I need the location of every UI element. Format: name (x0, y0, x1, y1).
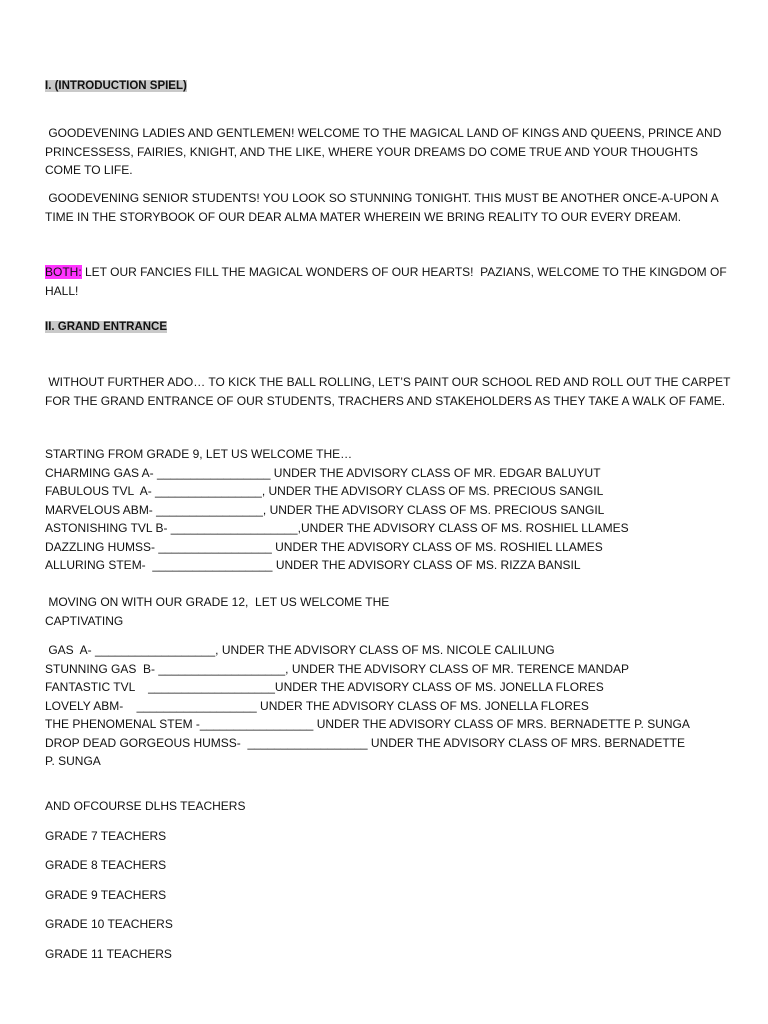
list-item: STUNNING GAS B- ___________________, UNDER THE ADVISORY CLASS OF MR. TERENCE MANDAP (45, 661, 629, 676)
both-text: LET OUR FANCIES FILL THE MAGICAL WONDERS OF OUR HEARTS! PAZIANS, WELCOME TO THE KINGDOM OF HALL! (45, 265, 731, 298)
grade-12-list (45, 641, 745, 771)
list-item: DROP DEAD GORGEOUS HUMSS- __________________ UNDER THE ADVISORY CLASS OF MRS. BERNADETTE (45, 735, 686, 750)
list-item: GRADE 9 TEACHERS (45, 887, 167, 902)
list-item: DAZZLING HUMSS- _________________ UNDER THE ADVISORY CLASS OF MS. ROSHIEL LLAMES (45, 539, 603, 554)
list-item: THE PHENOMENAL STEM -_________________ UNDER THE ADVISORY CLASS OF MRS. BERNADETTE P. SUNGA (45, 717, 690, 731)
list-item: P. SUNGA (45, 754, 101, 768)
list-item: GAS A- __________________, UNDER THE ADVISORY CLASS OF MS. NICOLE CALILUNG (45, 643, 555, 657)
list-item: STARTING FROM GRADE 9, LET US WELCOME THE… (45, 447, 353, 461)
list-item: GRADE 11 TEACHERS (45, 946, 172, 961)
list-item: LOVELY ABM- __________________ UNDER THE ADVISORY CLASS OF MS. JONELLA FLORES (45, 698, 589, 713)
both-paragraph (45, 263, 735, 300)
list-item: CHARMING GAS A- _________________ UNDER THE ADVISORY CLASS OF MR. EDGAR BALUYUT (45, 465, 601, 480)
list-item: MOVING ON WITH OUR GRADE 12, LET US WELCOME THE (45, 595, 390, 609)
grade-9-list (45, 445, 745, 575)
list-item: GRADE 8 TEACHERS (45, 858, 167, 872)
list-item: GRADE 7 TEACHERS (45, 828, 167, 843)
grand-entrance-intro: WITHOUT FURTHER ADO… TO KICK THE BALL ROLLING, LET’S PAINT OUR SCHOOL RED AND ROLL OUT THE CARPET FOR THE GRAND ENTRANCE OF OUR STUDENTS, TRACHERS AND STAKEHOLDERS AS THEY TAKE A WALK OF FAME. (45, 375, 734, 408)
list-item: FABULOUS TVL A- ________________, UNDER THE ADVISORY CLASS OF MS. PRECIOUS SANGIL (45, 484, 604, 498)
section-1-title: I. (INTRODUCTION SPIEL) (45, 80, 187, 92)
list-item: AND OFCOURSE DLHS TEACHERS (45, 799, 246, 813)
grade-12-intro (45, 593, 745, 630)
section-1-heading (45, 78, 187, 94)
list-item: FANTASTIC TVL ___________________UNDER THE ADVISORY CLASS OF MS. JONELLA FLORES (45, 680, 604, 694)
both-label: BOTH: (45, 265, 82, 279)
list-item: CAPTIVATING (45, 613, 124, 628)
list-item: GRADE 10 TEACHERS (45, 917, 173, 931)
section-2-title: II. GRAND ENTRANCE (45, 321, 168, 333)
intro-paragraph-2: GOODEVENING SENIOR STUDENTS! YOU LOOK SO STUNNING TONIGHT. THIS MUST BE ANOTHER ONCE-A-UPON A TIME IN THE STORYBOOK OF OUR DEAR ALMA MATER WHEREIN WE BRING REALITY TO OUR EVERY DREAM. (45, 191, 722, 224)
list-item: MARVELOUS ABM- ________________, UNDER THE ADVISORY CLASS OF MS. PRECIOUS SANGIL (45, 502, 605, 517)
list-item: ALLURING STEM- __________________ UNDER THE ADVISORY CLASS OF MS. RIZZA BANSIL (45, 558, 581, 572)
teachers-list (45, 798, 245, 975)
list-item: ASTONISHING TVL B- ___________________,UNDER THE ADVISORY CLASS OF MS. ROSHIEL LLAMES (45, 521, 629, 535)
intro-paragraph-1: GOODEVENING LADIES AND GENTLEMEN! WELCOME TO THE MAGICAL LAND OF KINGS AND QUEENS, PRINCE AND PRINCESSESS, FAIRIES, KNIGHT, AND THE LIKE, WHERE YOUR DREAMS DO COME TRUE AND YOUR THOUGHTS COME TO LIFE. (45, 126, 725, 177)
section-2-heading (45, 319, 167, 335)
